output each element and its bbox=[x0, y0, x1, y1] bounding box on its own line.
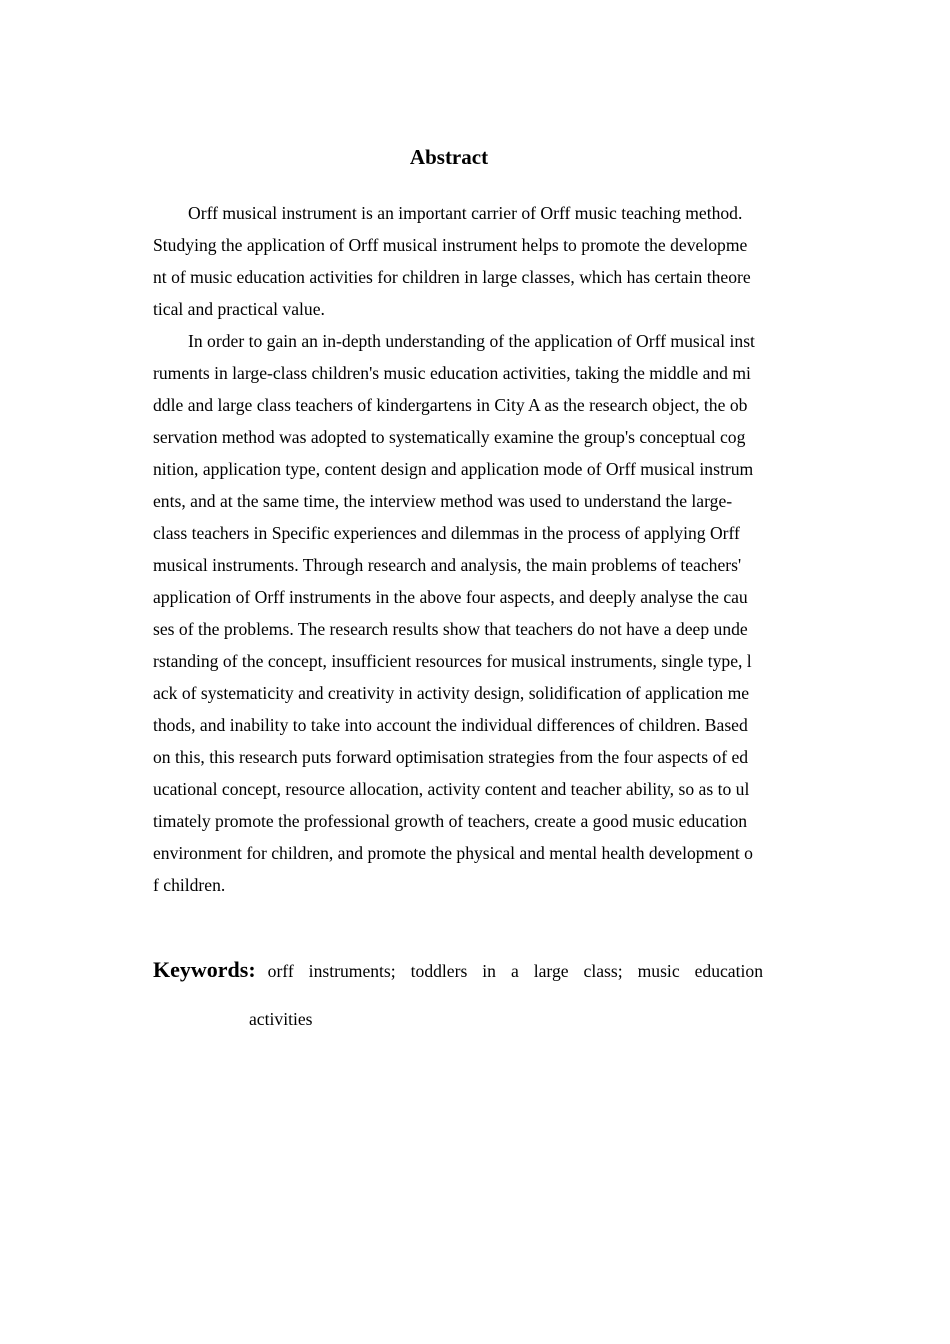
paragraph-2-line-17: environment for children, and promote the physical and mental health development o bbox=[153, 843, 753, 863]
abstract-body bbox=[153, 197, 813, 901]
paragraph-2-line-10: ses of the problems. The research results show that teachers do not have a deep unde bbox=[153, 619, 748, 639]
paragraph-1-line-3: nt of music education activities for children in large classes, which has certain theore bbox=[153, 267, 751, 287]
paragraph-1-line-2: Studying the application of Orff musical instrument helps to promote the developme bbox=[153, 235, 748, 255]
paragraph-2-line-1: In order to gain an in-depth understanding of the application of Orff musical inst bbox=[188, 331, 755, 351]
abstract-title: Abstract bbox=[409, 145, 489, 169]
paragraph-2-line-16: timately promote the professional growth of teachers, create a good music education bbox=[153, 811, 748, 831]
paragraph-1-line-4: tical and practical value. bbox=[153, 299, 325, 319]
paragraph-2-line-5: nition, application type, content design and application mode of Orff musical instrum bbox=[153, 459, 754, 479]
paragraph-2-line-11: rstanding of the concept, insufficient resources for musical instruments, single type, l bbox=[153, 651, 752, 671]
keywords-row-1 bbox=[153, 954, 763, 986]
paragraph-2-line-9: application of Orff instruments in the above four aspects, and deeply analyse the cau bbox=[153, 587, 748, 607]
paragraph-2-line-14: on this, this research puts forward optimisation strategies from the four aspects of ed bbox=[153, 747, 749, 767]
paragraph-2-line-18: f children. bbox=[153, 875, 226, 895]
paragraph-1-line-1: Orff musical instrument is an important carrier of Orff music teaching method. bbox=[188, 203, 743, 223]
paragraph-2-line-3: ddle and large class teachers of kindergartens in City A as the research object, the ob bbox=[153, 395, 748, 415]
keywords-label: Keywords: bbox=[153, 957, 256, 982]
keywords-section bbox=[153, 954, 763, 1029]
paragraph-2-line-13: thods, and inability to take into account the individual differences of children. Based bbox=[153, 715, 748, 735]
paragraph-2-line-7: class teachers in Specific experiences and dilemmas in the process of applying Orff bbox=[153, 523, 740, 543]
paragraph-2-line-2: ruments in large-class children's music education activities, taking the middle and mi bbox=[153, 363, 751, 383]
paragraph-2-line-6: ents, and at the same time, the interview method was used to understand the large- bbox=[153, 491, 733, 511]
keywords-text-line-2: activities bbox=[249, 1009, 313, 1029]
paragraph-2-line-12: ack of systematicity and creativity in activity design, solidification of application me bbox=[153, 683, 750, 703]
paragraph-2-line-8: musical instruments. Through research and analysis, the main problems of teachers' bbox=[153, 555, 742, 575]
paragraph-2-line-4: servation method was adopted to systematically examine the group's conceptual cog bbox=[153, 427, 746, 447]
paragraph-2-line-15: ucational concept, resource allocation, activity content and teacher ability, so as to ul bbox=[153, 779, 750, 799]
keywords-text-line-1: orff instruments; toddlers in a large class; music education bbox=[267, 961, 763, 981]
